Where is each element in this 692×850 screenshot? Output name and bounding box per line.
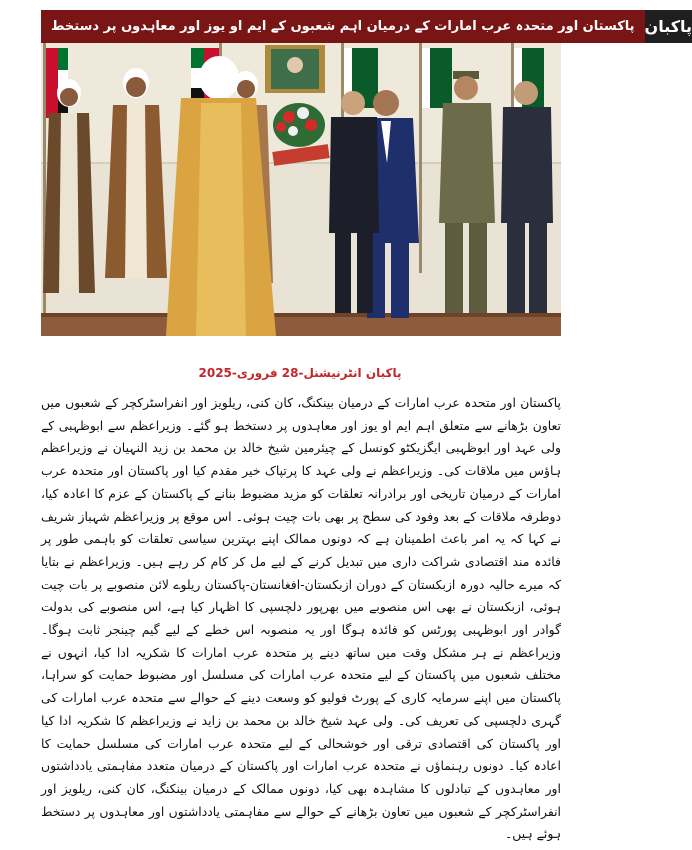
- dateline: پاکبان انٹرنیشنل-28 فروری-2025: [198, 366, 402, 380]
- article-body: پاکستان اور متحدہ عرب امارات کے درمیان بینکنگ، کان کنی، ریلویز اور انفراسٹرکچر کے شعبوں میں تعاون بڑھانے سے متعلق اہم ایم او یوز اور معاہدوں پر دستخط ہو گئے۔ وزیراعظم سے ابوظہبی کے ولی عہد اور ابوظہبی ایگزیکٹو کونسل کے چیئرمین شیخ خالد بن محمد بن زید النہیان نے وزیراعظم ہاؤس میں ملاقات کی۔ وزیراعظم نے ولی عہد کا پرتپاک خیر مقدم کیا اور پاکستان اور متحدہ عرب امارات کے درمیان تاریخی اور برادرانہ تعلقات کو مزید مضبوط بنانے کے پاکستان کے عزم کا اعادہ کیا، دوطرفہ ملاقات کے بعد وفود کی سطح پر بھی بات چیت ہوئی۔ اس موقع پر وزیراعظم شہباز شریف نے کہا کہ یہ امر باعث اطمینان ہے کہ دونوں ممالک اپنے بہترین سیاسی تعلقات کو باہمی طور پر فائدہ مند اقتصادی شراکت داری میں تبدیل کرنے کے لیے مل کر کام کر رہے ہیں۔ وزیراعظم نے بتایا کہ میرے حالیہ دورہ ازبکستان کے دوران ازبکستان-افغانستان-پاکستان ریلوے لائن منصوبے پر بات چیت ہوئی، ازبکستان نے بھی اس منصوبے میں بھرپور دلچسپی کا اظہار کیا ہے، اس منصوبے کی بدولت گوادر اور ابوظہبی پورٹس کو فائدہ ہوگا اور یہ منصوبہ اس خطے کے لیے گیم چینجر ثابت ہوگا۔ وزیراعظم نے ہر مشکل وقت میں ساتھ دینے پر متحدہ عرب امارات کا شکریہ ادا کیا، انہوں نے مختلف شعبوں میں پاکستان کے لیے متحدہ عرب امارات کی مسلسل اور مضبوط حمایت کو سراہا، پاکستان میں اپنے سرمایہ کاری کے پورٹ فولیو کو وسعت دینے کے حوالے سے متحدہ عرب امارات کی گہری دلچسپی کی تعریف کی۔ ولی عہد شیخ خالد بن محمد بن زاید نے وزیراعظم کا شکریہ ادا کیا اور پاکستان کی اقتصادی ترقی اور خوشحالی کے لیے متحدہ عرب امارات کی مسلسل حمایت کا اعادہ کیا۔ دونوں رہنماؤں نے متحدہ عرب امارات اور پاکستان کے درمیان متعدد مفاہمتی یادداشتوں اور معاہدوں کے تبادلوں کا مشاہدہ بھی کیا، دونوں ممالک کے درمیان بینکنگ، کان کنی، ریلویز اور انفراسٹرکچر کے شعبوں میں تعاون بڑھانے کے حوالے سے مفاہمتی یادداشتوں اور معاہدوں پر دستخط ہوئے ہیں۔: [41, 395, 561, 842]
- brand-logo: پاکبان: [645, 10, 692, 43]
- headline: پاکستان اور متحدہ عرب امارات کے درمیان اہم شعبوں کے ایم او یوز اور معاہدوں پر دستخط: [41, 10, 645, 43]
- header-bar: [41, 10, 692, 43]
- news-photo: [41, 43, 561, 336]
- flower-arrangement: [273, 103, 325, 147]
